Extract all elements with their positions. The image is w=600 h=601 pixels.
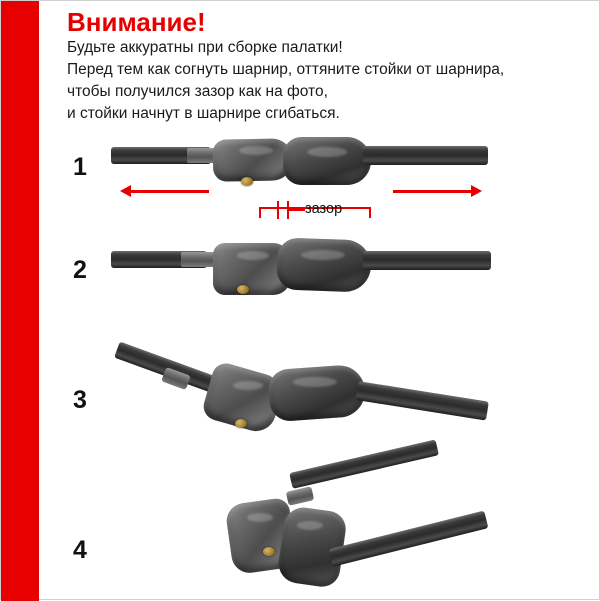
right-pole-1 bbox=[363, 146, 488, 165]
hinge-highlight-1 bbox=[239, 146, 273, 155]
hinge-highlight-2 bbox=[237, 251, 269, 260]
instruction-text bbox=[67, 37, 587, 125]
pull-right-arrow-line bbox=[393, 190, 471, 193]
hinge-right-half-3 bbox=[267, 364, 366, 423]
gap-leader-line bbox=[287, 209, 305, 211]
lower-pole-4 bbox=[329, 511, 489, 567]
hinge-highlight-1b bbox=[307, 147, 347, 157]
hinge-rivet-2 bbox=[237, 285, 249, 294]
upper-pole-4 bbox=[289, 439, 439, 488]
step-number-2: 2 bbox=[73, 256, 87, 284]
hinge-highlight-3 bbox=[233, 381, 263, 390]
gap-tick-left bbox=[277, 201, 279, 219]
right-pole-3 bbox=[356, 381, 489, 420]
hinge-right-half-2 bbox=[276, 237, 372, 292]
left-pole-ferrule-2 bbox=[181, 252, 215, 267]
hinge-rivet-1 bbox=[241, 177, 253, 186]
upper-pole-ferrule-4 bbox=[286, 486, 314, 505]
page-title: Внимание! bbox=[67, 7, 206, 37]
hinge-highlight-4b bbox=[297, 521, 323, 530]
red-accent-bar bbox=[1, 1, 39, 601]
hinge-right-half-1 bbox=[283, 137, 371, 185]
hinge-rivet-3 bbox=[235, 419, 247, 428]
hinge-highlight-2b bbox=[301, 250, 345, 260]
hinge-left-half-1 bbox=[213, 138, 294, 181]
instruction-line-2: Перед тем как согнуть шарнир, оттяните стойки от шарнира, bbox=[67, 61, 505, 78]
hinge-highlight-4 bbox=[247, 513, 273, 522]
hinge-highlight-3b bbox=[293, 377, 337, 387]
gap-label: зазор bbox=[305, 201, 343, 217]
step-number-1: 1 bbox=[73, 153, 87, 181]
right-pole-2 bbox=[363, 251, 491, 270]
pull-left-arrow-line bbox=[131, 190, 209, 193]
hinge-rivet-4 bbox=[263, 547, 275, 556]
step-number-3: 3 bbox=[73, 386, 87, 414]
instruction-line-1: Будьте аккуратны при сборке палатки! bbox=[67, 39, 343, 56]
instruction-line-3: чтобы получился зазор как на фото, bbox=[67, 83, 328, 100]
instruction-line-4: и стойки начнут в шарнире сгибаться. bbox=[67, 105, 340, 122]
pull-right-arrow-head bbox=[471, 185, 482, 197]
pull-left-arrow-head bbox=[120, 185, 131, 197]
step-number-4: 4 bbox=[73, 536, 87, 564]
